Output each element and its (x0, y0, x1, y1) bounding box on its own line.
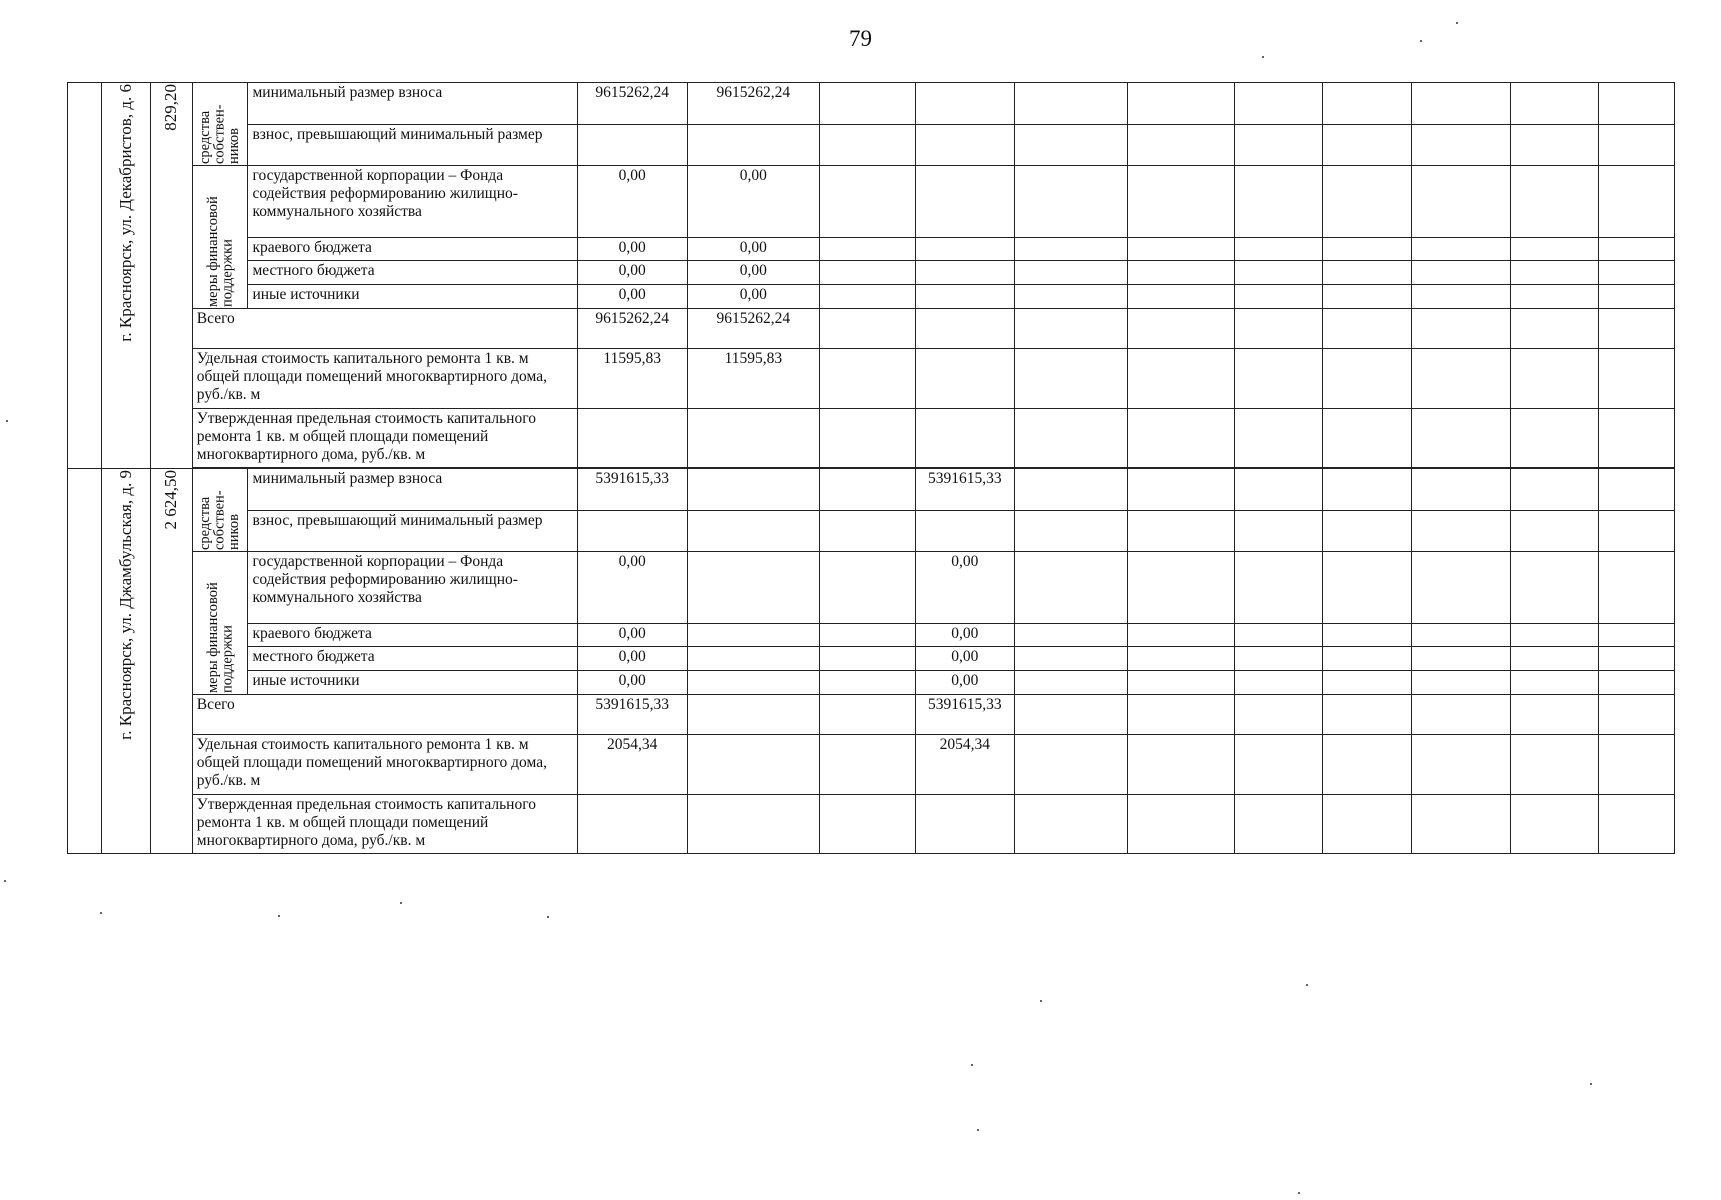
value-cell (915, 510, 1014, 552)
scan-speck (1262, 56, 1264, 58)
value-cell: 5391615,33 (577, 695, 687, 735)
value-cell (915, 261, 1014, 285)
row-label: Всего (192, 695, 577, 735)
support-label: меры финансовой поддержки (204, 196, 236, 307)
table-row (68, 510, 1675, 552)
value-cell: 9615262,24 (687, 83, 819, 125)
row-label: Всего (192, 309, 577, 349)
value-cell (915, 237, 1014, 261)
table-row (68, 623, 1675, 647)
value-cell (687, 671, 819, 695)
value-cell: 2054,34 (577, 735, 687, 795)
value-cell: 0,00 (687, 237, 819, 261)
address-cell (102, 469, 150, 854)
value-cell: 0,00 (577, 166, 687, 238)
row-label: Утвержденная предельная стоимость капитального ремонта 1 кв. м общей площади помещений многоквартирного дома, руб./кв. м (192, 409, 577, 468)
table-row (68, 735, 1675, 795)
empty-cell (68, 469, 102, 854)
empty-cell (68, 83, 102, 469)
area-cell (150, 83, 192, 469)
row-label: краевого бюджета (248, 237, 577, 261)
value-cell (915, 349, 1014, 409)
table-row (68, 647, 1675, 671)
row-label: Удельная стоимость капитального ремонта 1 кв. м общей площади помещений многоквартирного дома, руб./кв. м (192, 349, 577, 409)
value-cell: 9615262,24 (687, 309, 819, 349)
row-label: Утвержденная предельная стоимость капитального ремонта 1 кв. м общей площади помещений многоквартирного дома, руб./кв. м (192, 795, 577, 854)
table-row (68, 552, 1675, 624)
value-cell: 2054,34 (915, 735, 1014, 795)
value-cell: 0,00 (687, 261, 819, 285)
owners-funds-group (192, 469, 248, 552)
table-row (68, 409, 1675, 468)
scan-speck (1298, 1192, 1300, 1194)
row-label: местного бюджета (248, 647, 577, 671)
row-label: взнос, превышающий минимальный размер (248, 125, 577, 166)
table-row (68, 309, 1675, 349)
table-row (68, 261, 1675, 285)
value-cell (687, 695, 819, 735)
value-cell (687, 469, 819, 511)
owners-funds-label: средства собствен-ников (197, 104, 243, 164)
value-cell (687, 647, 819, 671)
value-cell (687, 409, 819, 468)
row-label: минимальный размер взноса (248, 469, 577, 511)
value-cell (687, 735, 819, 795)
scan-speck (1456, 22, 1458, 24)
table-row (68, 671, 1675, 695)
value-cell (915, 795, 1014, 854)
value-cell: 0,00 (687, 166, 819, 238)
table-row (68, 166, 1675, 238)
table-row (68, 285, 1675, 309)
table-row (68, 469, 1675, 511)
table-row (68, 795, 1675, 854)
scan-speck (4, 880, 6, 882)
scan-speck (1420, 40, 1422, 42)
value-cell: 5391615,33 (915, 469, 1014, 511)
row-label: иные источники (248, 285, 577, 309)
scan-speck (400, 902, 402, 904)
scan-speck (971, 1064, 973, 1066)
total-area: 2 624,50 (161, 470, 181, 530)
table-row (68, 237, 1675, 261)
value-cell: 0,00 (577, 623, 687, 647)
value-cell: 0,00 (915, 552, 1014, 624)
value-cell: 0,00 (577, 647, 687, 671)
value-cell (915, 409, 1014, 468)
value-cell (577, 125, 687, 166)
scan-speck (1306, 984, 1308, 986)
scan-speck (547, 916, 549, 918)
value-cell: 0,00 (915, 647, 1014, 671)
row-label: Удельная стоимость капитального ремонта 1 кв. м общей площади помещений многоквартирного дома, руб./кв. м (192, 735, 577, 795)
row-label: иные источники (248, 671, 577, 695)
value-cell (577, 510, 687, 552)
table-row (68, 349, 1675, 409)
table-row (68, 83, 1675, 125)
owners-funds-group (192, 83, 248, 166)
support-group (192, 552, 248, 695)
value-cell (577, 795, 687, 854)
value-cell (687, 623, 819, 647)
total-area: 829,20 (161, 84, 181, 131)
row-label: краевого бюджета (248, 623, 577, 647)
scan-speck (977, 1129, 979, 1131)
page-number: 79 (849, 26, 872, 51)
address: г. Красноярск, ул. Декабристов, д. 6 (115, 84, 135, 342)
scan-speck (1590, 1083, 1592, 1085)
row-label: государственной корпорации – Фонда содействия реформированию жилищно-коммунального хозяйства (248, 166, 577, 238)
value-cell: 0,00 (577, 552, 687, 624)
value-cell (915, 285, 1014, 309)
value-cell: 0,00 (577, 285, 687, 309)
value-cell (915, 309, 1014, 349)
value-cell: 11595,83 (687, 349, 819, 409)
owners-funds-label: средства собствен-ников (197, 490, 243, 550)
value-cell (577, 409, 687, 468)
value-cell (915, 166, 1014, 238)
value-cell (915, 83, 1014, 125)
value-cell: 0,00 (915, 671, 1014, 695)
value-cell: 0,00 (687, 285, 819, 309)
value-cell: 9615262,24 (577, 309, 687, 349)
value-cell (687, 510, 819, 552)
scan-speck (278, 915, 280, 917)
scan-speck (6, 420, 8, 422)
scan-speck (100, 912, 102, 914)
value-cell (915, 125, 1014, 166)
area-cell (150, 469, 192, 854)
value-cell: 5391615,33 (915, 695, 1014, 735)
value-cell (687, 552, 819, 624)
value-cell: 9615262,24 (577, 83, 687, 125)
value-cell (687, 795, 819, 854)
row-label: взнос, превышающий минимальный размер (248, 510, 577, 552)
scan-speck (1040, 1000, 1042, 1002)
row-label: местного бюджета (248, 261, 577, 285)
row-label: минимальный размер взноса (248, 83, 577, 125)
table-row (68, 125, 1675, 166)
row-label: государственной корпорации – Фонда содействия реформированию жилищно-коммунального хозяйства (248, 552, 577, 624)
value-cell (687, 125, 819, 166)
support-label: меры финансовой поддержки (204, 582, 236, 693)
value-cell: 0,00 (577, 671, 687, 695)
value-cell: 0,00 (915, 623, 1014, 647)
address: г. Красноярск, ул. Джамбульская, д. 9 (115, 470, 135, 740)
value-cell: 5391615,33 (577, 469, 687, 511)
capital-repair-table (67, 82, 1675, 854)
value-cell: 0,00 (577, 261, 687, 285)
address-cell (102, 83, 150, 469)
support-group (192, 166, 248, 309)
value-cell: 0,00 (577, 237, 687, 261)
table-row (68, 695, 1675, 735)
value-cell: 11595,83 (577, 349, 687, 409)
